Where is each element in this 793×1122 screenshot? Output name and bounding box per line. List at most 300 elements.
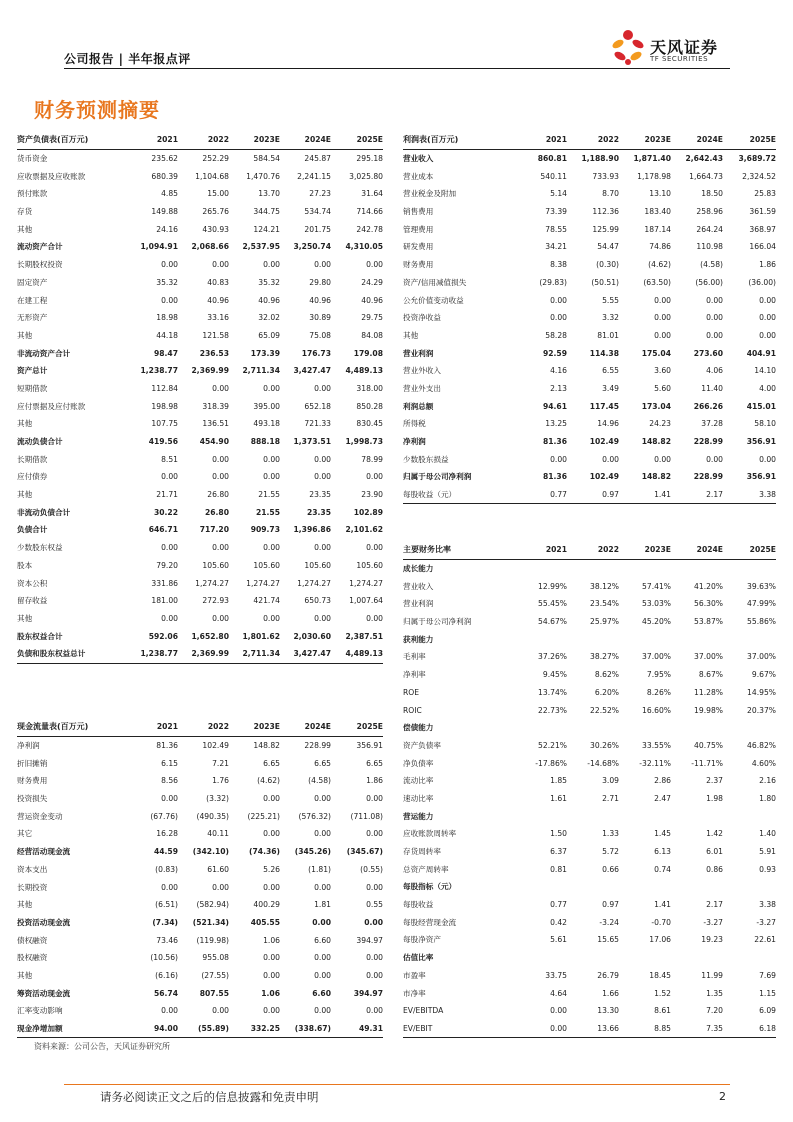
row-label: 资本支出 [17,864,48,874]
value-cell: 331.86 [151,578,178,588]
table-row [17,861,383,879]
value-cell: 430.93 [202,224,229,234]
table-row [17,914,383,932]
value-cell: 198.98 [151,401,178,411]
value-cell: 15.65 [597,935,619,945]
value-cell [619,630,671,648]
value-cell: 18.98 [156,313,178,323]
value-cell: 356.91 [356,741,383,751]
row-label: 负债和股东权益总计 [17,645,127,663]
value-cell: 183.40 [644,207,671,217]
value-cell: 0.00 [312,917,331,927]
financial-ratios-table [403,541,776,1038]
year-header: 2025E [331,718,383,736]
value-cell: 361.59 [749,207,776,217]
value-cell: 16.28 [156,829,178,839]
value-cell [515,630,567,648]
value-cell: 2,369.99 [191,366,229,376]
row-label: 每股指标（元） [403,882,457,892]
value-cell: 3.38 [723,486,776,504]
table-row [403,309,776,327]
value-cell: 1,801.62 [242,631,280,641]
value-cell: 6.65 [314,758,331,768]
value-cell: 1.40 [759,829,776,839]
value-cell: 0.00 [161,472,178,482]
value-cell: 1.06 [263,935,280,945]
value-cell: 37.28 [701,419,723,429]
value-cell: 6.37 [550,847,567,857]
value-cell: 1,238.77 [127,645,178,663]
value-cell: 102.49 [589,472,619,482]
value-cell [567,559,619,577]
value-cell: 0.00 [161,613,178,623]
row-label: 速动比率 [403,793,434,803]
value-cell: 1.76 [212,776,229,786]
row-label: 营业成本 [403,171,434,181]
value-cell: 245.87 [304,154,331,164]
value-cell: (29.83) [539,277,567,287]
table-row [17,274,383,292]
table-row [17,1002,383,1020]
table-row [403,256,776,274]
value-cell: 356.91 [746,472,776,482]
value-cell: 40.83 [207,277,229,287]
value-cell: 56.74 [153,988,178,998]
value-cell: 7.95% [646,670,671,680]
value-cell [567,949,619,967]
row-label: 每股净资产 [403,935,441,945]
value-cell: 1.85 [550,776,567,786]
row-label: 市净率 [403,988,426,998]
table-row [403,468,776,486]
value-cell: 16.60% [642,705,671,715]
value-cell: 3,250.74 [293,242,331,252]
value-cell: 0.97 [602,900,619,910]
row-label: 其他 [17,330,33,340]
cash-flow-table [17,718,383,1038]
row-label: 营业外支出 [403,383,441,393]
value-cell: 84.08 [361,330,383,340]
table-row [17,967,383,985]
value-cell: 55.45% [538,599,567,609]
value-cell: 9.45% [542,670,567,680]
value-cell: 102.49 [202,741,229,751]
value-cell: 40.96 [207,295,229,305]
value-cell: -0.70 [651,917,671,927]
value-cell: (56.00) [695,277,723,287]
table-row [17,256,383,274]
value-cell: (4.58) [700,260,723,270]
value-cell: 652.18 [304,401,331,411]
value-cell: 0.00 [263,829,280,839]
value-cell: 25.97% [590,617,619,627]
value-cell: 0.00 [550,454,567,464]
value-cell: 0.00 [366,829,383,839]
value-cell: 47.99% [747,599,776,609]
value-cell: 0.00 [706,295,723,305]
table-row [403,433,776,451]
value-cell: 6.65 [366,758,383,768]
value-cell: 1.86 [366,776,383,786]
value-cell: 0.00 [161,260,178,270]
value-cell: 1,104.68 [195,171,229,181]
value-cell: 6.15 [161,758,178,768]
value-cell: 1,998.73 [345,437,383,447]
value-cell: 30.22 [153,507,178,517]
table-row [403,772,776,790]
table-title: 利润表(百万元) [403,131,515,149]
value-cell: 318.39 [202,401,229,411]
value-cell: 404.91 [746,348,776,358]
value-cell: 148.82 [253,741,280,751]
row-label: 留存收益 [17,596,48,606]
table-row [17,521,383,539]
row-label: 应收票据及应收账款 [17,171,86,181]
row-label: 长期股权投资 [17,260,63,270]
value-cell: 37.00% [694,652,723,662]
value-cell: 34.21 [545,242,567,252]
value-cell: 14.95% [747,687,776,697]
value-cell: 102.89 [353,507,383,517]
table-row [403,344,776,362]
value-cell: 0.00 [263,454,280,464]
balance-sheet-table [17,131,383,664]
row-label: 少数股东损益 [403,454,449,464]
row-label: EV/EBITDA [403,1006,444,1016]
value-cell [619,559,671,577]
row-label: 净利润 [403,437,426,447]
value-cell: 5.72 [602,847,619,857]
value-cell: (582.94) [196,900,229,910]
value-cell: 40.11 [207,829,229,839]
table-row [403,843,776,861]
value-cell: 265.76 [202,207,229,217]
value-cell: 3.09 [602,776,619,786]
value-cell: 0.00 [161,882,178,892]
value-cell: 6.13 [654,847,671,857]
value-cell: 1.81 [314,900,331,910]
value-cell: (55.89) [178,1020,229,1038]
value-cell: 0.00 [550,313,567,323]
value-cell: 8.38 [550,260,567,270]
value-cell: 228.99 [304,741,331,751]
value-cell: 26.79 [597,970,619,980]
row-label: 长期投资 [17,882,48,892]
row-label: 投资净收益 [403,313,441,323]
row-label: 投资损失 [17,794,48,804]
value-cell: 368.97 [749,224,776,234]
value-cell: 0.77 [550,900,567,910]
row-label: 营业外收入 [403,366,441,376]
value-cell: 0.00 [366,543,383,553]
value-cell: 1,396.86 [293,525,331,535]
value-cell: 13.30 [597,1006,619,1016]
value-cell: 23.54% [590,599,619,609]
year-header: 2023E [619,541,671,559]
value-cell: 4.64 [550,988,567,998]
year-header: 2022 [178,718,229,736]
table-row [403,415,776,433]
value-cell: -11.71% [691,758,723,768]
value-cell: 235.62 [151,154,178,164]
row-label: 财务费用 [403,260,434,270]
row-label: 流动资产合计 [17,242,63,252]
value-cell: 44.59 [153,847,178,857]
row-label: 营业收入 [403,581,434,591]
value-cell [723,559,776,577]
value-cell: (67.76) [150,811,178,821]
value-cell: 3.60 [654,366,671,376]
section-row [403,719,776,737]
value-cell: (50.51) [591,277,619,287]
row-label: 负债合计 [17,525,48,535]
value-cell: 33.75 [545,970,567,980]
row-label: 现金净增加额 [17,1020,127,1038]
value-cell: 3,689.72 [738,154,776,164]
value-cell: 14.10 [754,366,776,376]
table-row [17,878,383,896]
value-cell: (4.62) [648,260,671,270]
value-cell: 1,664.73 [689,171,723,181]
value-cell: 421.74 [253,596,280,606]
value-cell: 5.91 [759,847,776,857]
value-cell: 0.97 [567,486,619,504]
value-cell [567,630,619,648]
value-cell: 1,274.27 [349,578,383,588]
value-cell: 75.08 [309,330,331,340]
value-cell: 4,310.05 [345,242,383,252]
value-cell [515,807,567,825]
value-cell: 29.75 [361,313,383,323]
value-cell: 318.00 [356,383,383,393]
value-cell: 714.66 [356,207,383,217]
table-row [403,754,776,772]
table-row [403,167,776,185]
value-cell: 2,537.95 [242,242,280,252]
row-label: 流动比率 [403,776,434,786]
value-cell: 40.96 [361,295,383,305]
row-label: 其它 [17,829,33,839]
value-cell: 13.70 [258,189,280,199]
value-cell: 8.70 [602,189,619,199]
value-cell: 73.46 [156,935,178,945]
value-cell: 1,652.80 [191,631,229,641]
value-cell: 4.06 [706,366,723,376]
value-cell: 40.75% [694,740,723,750]
value-cell: (6.16) [155,970,178,980]
value-cell: 13.74% [538,687,567,697]
table-row [403,362,776,380]
value-cell: 2,711.34 [229,645,280,663]
row-label: 资产总计 [17,366,48,376]
table-row [403,595,776,613]
value-cell: 0.00 [366,953,383,963]
value-cell: 11.40 [701,383,723,393]
value-cell: 6.01 [706,847,723,857]
value-cell: 121.58 [202,330,229,340]
value-cell [619,949,671,967]
value-cell: 78.99 [361,454,383,464]
row-label: 其他 [17,490,33,500]
value-cell: 54.67% [538,617,567,627]
value-cell: 3,025.80 [349,171,383,181]
table-row [403,291,776,309]
value-cell: 717.20 [199,525,229,535]
value-cell: 6.65 [263,758,280,768]
value-cell: 46.82% [747,740,776,750]
value-cell: -14.68% [587,758,619,768]
value-cell: 7.21 [212,758,229,768]
table-row [17,327,383,345]
value-cell: 3.32 [602,313,619,323]
table-title: 主要财务比率 [403,541,515,559]
value-cell: 266.26 [693,401,723,411]
table-row [17,896,383,914]
table-row [17,772,383,790]
table-row [17,309,383,327]
value-cell: (0.30) [596,260,619,270]
value-cell: 105.60 [202,560,229,570]
value-cell: 41.20% [694,581,723,591]
value-cell: 258.96 [696,207,723,217]
value-cell: 53.03% [642,599,671,609]
table-row [17,185,383,203]
value-cell [515,719,567,737]
value-cell: 909.73 [250,525,280,535]
value-cell: (63.50) [643,277,671,287]
value-cell: 81.36 [542,472,567,482]
page-title: 财务预测摘要 [34,98,160,122]
income-statement-table [403,131,776,504]
value-cell: 18.45 [649,970,671,980]
value-cell: 0.00 [314,794,331,804]
row-label: 所得税 [403,419,426,429]
value-cell: 53.87% [694,617,723,627]
value-cell: 173.39 [250,348,280,358]
table-row [403,380,776,398]
value-cell: 534.74 [304,207,331,217]
value-cell: 2,324.52 [742,171,776,181]
value-cell: 2.37 [706,776,723,786]
table-row [403,967,776,985]
row-label: 应付票据及应付账款 [17,401,86,411]
value-cell: 830.45 [356,419,383,429]
table-row [17,291,383,309]
value-cell: 2.17 [671,486,723,504]
value-cell: 405.55 [250,917,280,927]
value-cell: (4.62) [257,776,280,786]
row-label: ROE [403,687,420,697]
value-cell: 13.25 [545,419,567,429]
value-cell: 8.26% [646,687,671,697]
table-row [17,557,383,575]
value-cell: 493.18 [253,419,280,429]
row-label: 成长能力 [403,564,434,574]
value-cell: 0.00 [314,543,331,553]
value-cell: 21.55 [258,490,280,500]
row-label: 非流动负债合计 [17,507,71,517]
value-cell: (0.83) [155,864,178,874]
value-cell: 0.00 [263,472,280,482]
row-label: 财务费用 [17,776,48,786]
value-cell: 98.47 [153,348,178,358]
value-cell: 3,427.47 [293,366,331,376]
value-cell: 181.00 [151,596,178,606]
table-row [17,843,383,861]
value-cell: 4,489.13 [331,645,383,663]
table-row [17,592,383,610]
value-cell: (6.51) [155,900,178,910]
value-cell: 2,068.66 [191,242,229,252]
value-cell: 1,274.27 [246,578,280,588]
value-cell: 110.98 [696,242,723,252]
value-cell [567,719,619,737]
row-label: 利润总额 [403,401,434,411]
row-label: 股本 [17,560,33,570]
value-cell: 8.61 [654,1006,671,1016]
value-cell: 12.99% [538,581,567,591]
value-cell: 39.63% [747,581,776,591]
value-cell: 1.06 [261,988,280,998]
section-row [403,949,776,967]
value-cell: 592.06 [148,631,178,641]
year-header: 2025E [331,131,383,149]
table-row [17,931,383,949]
value-cell [671,949,723,967]
value-cell [723,949,776,967]
value-cell: 58.28 [545,330,567,340]
value-cell: 5.55 [602,295,619,305]
value-cell: 0.00 [654,295,671,305]
row-label: 销售费用 [403,207,434,217]
value-cell: 2.71 [602,793,619,803]
value-cell: 0.00 [759,313,776,323]
value-cell: 24.29 [361,277,383,287]
header-divider [64,68,730,69]
table-row [403,238,776,256]
footer-divider [64,1084,730,1085]
year-header: 2021 [127,131,178,149]
value-cell: 9.67% [751,670,776,680]
value-cell [567,878,619,896]
value-cell: 0.00 [314,260,331,270]
value-cell: 1.41 [654,900,671,910]
value-cell: 8.51 [161,454,178,464]
value-cell [619,878,671,896]
value-cell: 30.26% [590,740,619,750]
year-header: 2022 [567,131,619,149]
value-cell: 33.55% [642,740,671,750]
value-cell: (338.67) [280,1020,331,1038]
value-cell: 81.36 [156,741,178,751]
row-label: 短期借款 [17,383,48,393]
value-cell: 4.16 [550,366,567,376]
value-cell [671,630,723,648]
value-cell: 79.20 [156,560,178,570]
value-cell: 35.32 [156,277,178,287]
value-cell: 0.00 [212,383,229,393]
table-row [403,701,776,719]
value-cell: (3.32) [206,794,229,804]
value-cell: 0.00 [654,313,671,323]
value-cell: 584.54 [253,154,280,164]
row-label: 每股收益 [403,900,434,910]
value-cell: 18.50 [701,189,723,199]
value-cell: 0.00 [212,472,229,482]
value-cell: 24.23 [649,419,671,429]
value-cell: 19.23 [701,935,723,945]
value-cell: (0.55) [360,864,383,874]
